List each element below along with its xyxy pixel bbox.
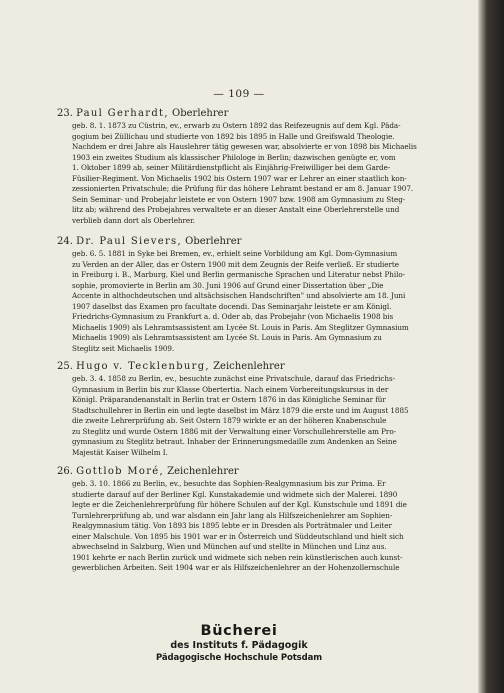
text-line: Nachdem er drei Jahre als Hauslehrer tätig gewesen war, absolvierte er von 1898 bis Michaelis	[72, 142, 417, 152]
stamp-line-college: Pädagogische Hochschule Potsdam	[155, 653, 322, 663]
text-line: verblieb dann dort als Oberlehrer.	[72, 215, 195, 225]
text-line: Gymnasium in Berlin bis zur Klasse Obertertia. Nach einem Vorbereitungskursus in der	[72, 384, 389, 394]
text-line: 1907 daselbst das Examen pro facultate docendi. Das Seminarjahr leistete er am Königl.	[72, 301, 392, 311]
book-gutter-edge	[478, 0, 504, 693]
text-line: Majestät Kaiser Wilhelm I.	[72, 447, 168, 457]
text-line: zu Steglitz und wurde Ostern 1886 mit der Verwaltung einer Vorschullehrerstelle am Pro-	[72, 426, 396, 436]
entry-text	[72, 374, 409, 458]
entry-position: Oberlehrer	[185, 236, 242, 247]
entry-heading	[57, 236, 377, 248]
text-line: 1901 kehrte er nach Berlin zurück und widmete sich neben rein künstlerischen auch kunst-	[72, 552, 403, 562]
biography-entry	[57, 236, 409, 354]
text-line: Steglitz seit Michaelis 1909.	[72, 343, 175, 353]
text-line: zu Verden an der Aller, das er Ostern 1900 mit dem Zeugnis der Reife verließ. Er studierte	[72, 259, 399, 269]
text-line: geb. 8. 1. 1873 zu Cüstrin, ev., erwarb zu Ostern 1892 das Reifezeugnis auf dem Kgl. Päda-	[72, 121, 401, 130]
text-line: gewerblichen Arbeiten. Seit 1904 war er als Hilfszeichenlehrer an der Hohenzollernschule	[72, 563, 400, 573]
page-number: — 109 —	[213, 88, 265, 100]
text-line: Friedrichs-Gymnasium zu Frankfurt a. d. Oder ab, das Probejahr (von Michaelis 1908 bis	[72, 312, 394, 322]
entry-text	[72, 121, 417, 226]
text-line: gymnasium zu Steglitz betraut. Inhaber der Erinnerungsmedaille zum Andenken an Seine	[72, 437, 397, 447]
stamp-line-library: Bücherei	[200, 623, 278, 639]
text-line: die zweite Lehrerprüfung ab. Seit Ostern 1879 wirkte er an der höheren Knabenschule	[72, 416, 387, 426]
entry-position: Zeichenlehrer	[213, 361, 285, 372]
entry-heading	[57, 108, 377, 120]
text-line: studierte darauf auf der Berliner Kgl. Kunstakademie und widmete sich der Malerei. 1890	[72, 489, 398, 499]
entry-number: 26.	[57, 466, 73, 477]
entry-heading	[57, 361, 377, 373]
entry-number: 25.	[57, 361, 73, 372]
text-line: Königl. Präparandenanstalt in Berlin trat er Ostern 1876 in das Königliche Seminar für	[72, 395, 386, 405]
entry-position: Zeichenlehrer	[167, 466, 239, 477]
biography-entry	[57, 361, 409, 458]
biography-entry	[57, 466, 407, 574]
text-line: geb. 3. 10. 1866 zu Berlin, ev., besuchte das Sophien-Realgymnasium bis zur Prima. Er	[72, 479, 386, 488]
text-line: geb. 3. 4. 1858 zu Berlin, ev., besuchte zunächst eine Privatschule, darauf das Friedrichs-	[72, 374, 395, 383]
biography-entry	[57, 108, 417, 226]
entry-number: 23.	[57, 108, 73, 119]
text-line: Turnlehrerprüfung ab, und war alsdann ein Jahr lang als Hilfszeichenlehrer am Sophien-	[72, 510, 393, 520]
text-line: abwechselnd in Salzburg, Wien und München auf und stellte in München und Linz aus.	[72, 542, 387, 552]
entry-heading	[57, 466, 377, 478]
entry-person-name: Paul Gerhardt,	[76, 108, 169, 119]
text-line: geb. 6. 5. 1881 in Syke bei Bremen, ev., erhielt seine Vorbildung am Kgl. Dom-Gymnasium	[72, 249, 398, 258]
entry-text	[72, 249, 409, 354]
stamp-line-institute: des Instituts f. Pädagogik	[170, 640, 308, 651]
text-line: in Freiburg i. B., Marburg, Kiel und Berlin germanische Sprachen und Literatur nebst Philo-	[72, 270, 405, 280]
text-line: zessionierten Privatschule; die Prüfung für das höhere Lehramt bestand er am 8. Januar 1907.	[72, 184, 414, 194]
text-line: Füsilier-Regiment. Von Michaelis 1902 bis Ostern 1907 war er Lehrer an einer staatlich kon-	[72, 173, 407, 183]
entry-person-name: Gottlob Moré,	[76, 466, 164, 477]
library-stamp	[0, 623, 478, 664]
text-line: Michaelis 1909) als Lehramtsassistent am Lycée St. Louis in Paris. Am Gymnasium zu	[72, 333, 382, 343]
text-line: Realgymnasium tätig. Von 1893 bis 1895 lebte er in Dresden als Porträtmaler und Leiter	[72, 521, 392, 531]
entry-text	[72, 479, 407, 574]
text-line: 1. Oktober 1899 ab, seiner Militärdienstpflicht als Einjährig-Freiwilliger bei dem Garde-	[72, 163, 391, 173]
text-line: einer Malschule. Von 1895 bis 1901 war er in Österreich und Süddeutschland und hielt sich	[72, 531, 404, 541]
entry-person-name: Dr. Paul Sievers,	[76, 236, 182, 247]
text-line: Sein Seminar- und Probejahr leistete er von Ostern 1907 bzw. 1908 am Gymnasium zu Steg-	[72, 194, 406, 204]
text-line: Stadtschullehrer in Berlin ein und legte daselbst im März 1879 die erste und im August 1885	[72, 405, 409, 415]
text-line: gogium bei Züllichau und studierte von 1892 bis 1895 in Halle und Greifswald Theologie.	[72, 131, 395, 141]
text-line: litz ab; während des Probejahres verwaltete er an dieser Anstalt eine Oberlehrerstelle und	[72, 205, 400, 215]
text-line: 1903 ein zweites Studium als klassischer Philologe in Berlin; dazwischen genügte er, vom	[72, 152, 396, 162]
text-line: legte er die Zeichenlehrerprüfung für höhere Schulen auf der Kgl. Kunstschule und 1891 die	[72, 500, 407, 510]
entry-person-name: Hugo v. Tecklenburg,	[76, 361, 210, 372]
text-line: sophie, promovierte in Berlin am 30. Juni 1906 auf Grund einer Dissertation über „Die	[72, 280, 384, 290]
entry-position: Oberlehrer	[172, 108, 229, 119]
text-line: Michaelis 1909) als Lehramtsassistent am Lycée St. Louis in Paris. Am Steglitzer Gymnasium	[72, 322, 409, 332]
text-line: Accente in althochdeutschen und altsächsischen Handschriften" und absolvierte am 18. Juni	[72, 291, 406, 301]
entry-number: 24.	[57, 236, 73, 247]
